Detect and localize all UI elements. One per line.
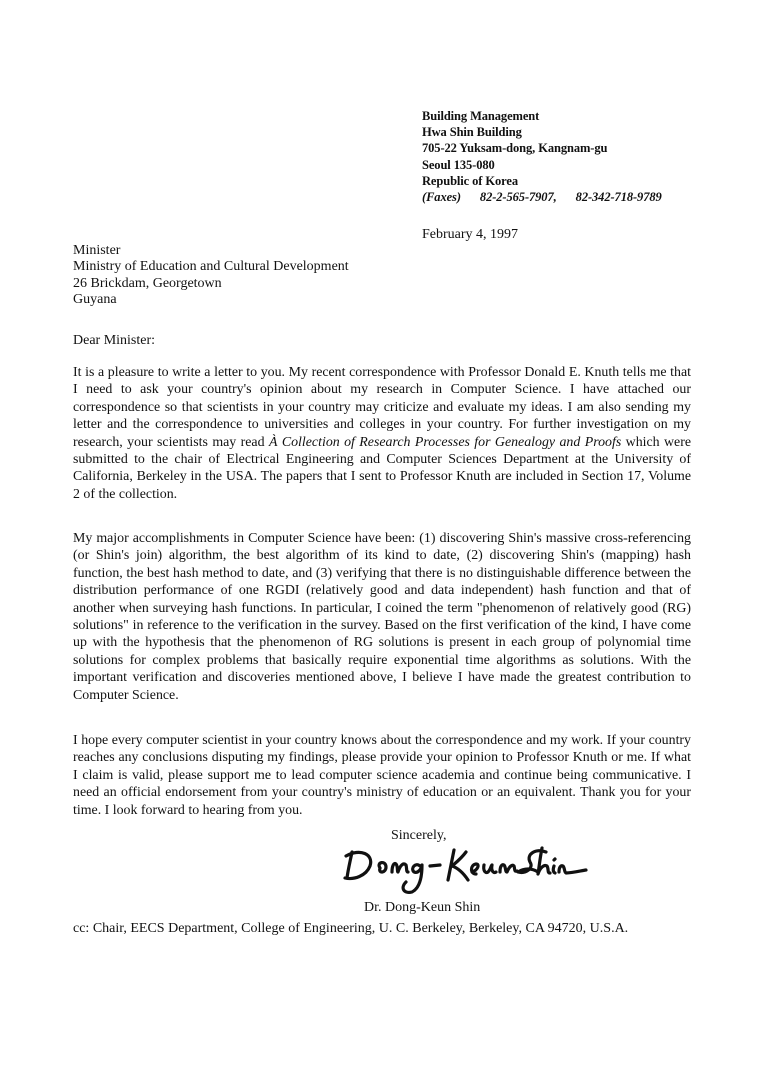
sender-line: Building Management xyxy=(422,109,540,123)
paragraph-text: which were submitted to the chair of Electrical Engineering and Computer Sciences Department at the University of California, Berkeley in the USA. The papers that I sent to Professor Knuth are included in Section 17, Volume 2 of the collection. xyxy=(73,434,691,502)
recipient-address-block xyxy=(73,243,349,309)
closing: Sincerely, xyxy=(391,828,447,843)
collection-title: À Collection of Research Processes for Genealogy and Proofs xyxy=(268,434,622,450)
body-paragraph-1 xyxy=(73,364,691,503)
paragraph-text: It is a pleasure to write a letter to you. My recent correspondence with Professor Donald E. Knuth tells me that I need to ask your country's opinion about my research in Computer Science. I have attached our correspondence so that scientists in your country may criticize and evaluate my ideas. I am also sending my letter and the correspondence to universities and colleges in your country. For further investigation on my research, your scientists may read xyxy=(73,365,691,450)
sender-line: 705-22 Yuksam-dong, Kangnam-gu xyxy=(422,141,608,156)
recipient-line: Minister xyxy=(73,243,121,258)
recipient-line: Guyana xyxy=(73,292,117,308)
handwritten-signature xyxy=(340,838,590,896)
recipient-line: 26 Brickdam, Georgetown xyxy=(73,275,222,291)
cc-line: cc: Chair, EECS Department, College of Engineering, U. C. Berkeley, Berkeley, CA 94720, U.S.A. xyxy=(73,921,629,936)
body-paragraph-2: My major accomplishments in Computer Science have been: (1) discovering Shin's massive cross-referencing (or Shin's join) algorithm, the best algorithm of its kind to date, (2) discovering Shin's (mapping) hash function, the best hash method to date, and (3) verifying that there is no distinguishable difference between the distribution performance of one RGDI (relatively good and data independent) hash function and that of another when surveying hash functions. In particular, I coined the term "phenomenon of relatively good (RG) solutions" in reference to the verification in the survey. Based on the first verification of the kind, I have come up with the hypothesis that the phenomenon of RG solutions is present in each group of polynomial time solutions for complex problems that basically require exponential time algorithms as solutions. With the important verification and discoveries mentioned above, I believe I have made the greatest contribution to Computer Science. xyxy=(73,531,691,703)
fax-number: 82-2-565-7907, xyxy=(479,190,557,205)
sender-line: Seoul 135-080 xyxy=(422,157,495,172)
sender-line: Hwa Shin Building xyxy=(422,125,522,140)
sender-address-block xyxy=(422,108,662,205)
letter-date: February 4, 1997 xyxy=(422,227,519,242)
salutation: Dear Minister: xyxy=(73,333,156,348)
recipient-line: Ministry of Education and Cultural Development xyxy=(73,259,349,275)
signer-name: Dr. Dong-Keun Shin xyxy=(364,900,481,915)
sender-fax-line xyxy=(422,189,662,205)
fax-label: (Faxes) xyxy=(422,190,461,205)
sender-line: Republic of Korea xyxy=(422,173,518,188)
body-paragraph-3: I hope every computer scientist in your country knows about the correspondence and my work. If your country reaches any conclusions disputing my findings, please provide your opinion to Professor Knuth or me. If what I claim is valid, please support me to lead computer science academia and continue being communicative. I need an official endorsement from your country's ministry of education or an equivalent. Thank you for your time. I look forward to hearing from you. xyxy=(73,733,691,818)
fax-number: 82-342-718-9789 xyxy=(575,190,662,205)
